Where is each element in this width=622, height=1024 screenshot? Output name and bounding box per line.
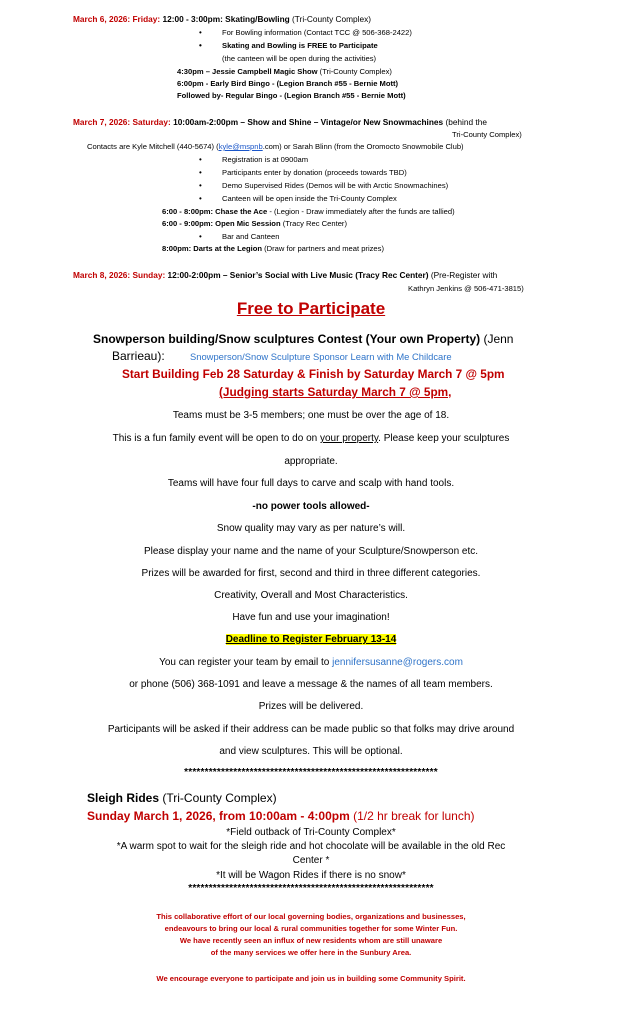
divider-stars-2: ************************************************************ — [188, 883, 434, 894]
march6-skating: 12:00 - 3:00pm: Skating/Bowling — [162, 14, 290, 24]
contest-fun-line — [0, 433, 622, 444]
sleigh-title: Sleigh Rides — [87, 791, 160, 805]
march6-regular-bingo: Followed by- Regular Bingo - (Legion Branch #55 - Bernie Mott) — [177, 91, 406, 100]
march6-skating-location: (Tri-County Complex) — [292, 14, 372, 24]
jenn-email-link[interactable]: jennifersusanne@rogers.com — [332, 657, 463, 668]
magic-show-title: 4:30pm – Jessie Campbell Magic Show — [177, 67, 318, 76]
contest-public: Participants will be asked if their address can be made public so that folks may drive around — [107, 724, 515, 735]
your-property-text: your property — [319, 433, 379, 444]
march7-show-shine: 10:00am-2:00pm – Show and Shine – Vintage/or New Snowmachines — [173, 117, 444, 127]
chase-ace-details: - (Legion - Draw immediately after the funds are tallied) — [267, 207, 455, 216]
footer-line-4: of the many services we offer here in the Sunbury Area. — [210, 948, 412, 957]
march7-date: March 7, 2026: Saturday: — [73, 117, 171, 127]
march7-bullet-bar: • Bar and Canteen — [222, 232, 279, 241]
march8-date: March 8, 2026: Sunday: — [73, 270, 166, 280]
contest-title-contact: (Jenn — [480, 332, 514, 346]
contest-email-line — [0, 657, 622, 668]
contest-deadline: Deadline to Register February 13-14 — [225, 634, 397, 645]
contest-appropriate: appropriate. — [284, 456, 338, 467]
march7-bullet-donation: • Participants enter by donation (proceeds towards TBD) — [222, 168, 407, 177]
march7-bullet-canteen: • Canteen will be open inside the Tri-County Complex — [222, 194, 397, 203]
march8-senior-social: 12:00-2:00pm – Senior’s Social with Live Music (Tracy Rec Center) — [167, 270, 429, 280]
march8-kathryn: Kathryn Jenkins @ 506-471-3815) — [408, 284, 524, 293]
contest-title: Snowperson building/Snow sculptures Contest (Your own Property) — [93, 332, 481, 346]
contest-have-fun: Have fun and use your imagination! — [232, 612, 390, 623]
march6-bullet-bowling-info: • For Bowling information (Contact TCC @ 506-368-2422) — [222, 28, 412, 37]
march6-date: March 6, 2026: Friday: — [73, 14, 161, 24]
contest-categories: Creativity, Overall and Most Characteristics. — [214, 590, 408, 601]
contest-phone: or phone (506) 368-1091 and leave a message & the names of all team members. — [129, 679, 493, 690]
march7-chase-ace — [162, 207, 455, 216]
sleigh-break: (1/2 hr break for lunch) — [349, 809, 475, 823]
march8-preregister: (Pre-Register with — [428, 270, 498, 280]
contest-delivered: Prizes will be delivered. — [258, 701, 364, 712]
contest-sponsor: Snowperson/Snow Sculpture Sponsor Learn with Me Childcare — [190, 351, 452, 362]
open-mic-title: 6:00 - 9:00pm: Open Mic Session — [162, 219, 281, 228]
march7-contacts — [87, 142, 464, 151]
march7-darts — [162, 244, 384, 253]
contest-judging: (Judging starts Saturday March 7 @ 5pm, — [219, 385, 452, 399]
march7-show-location-cont: Tri-County Complex) — [452, 130, 522, 139]
contest-view: and view sculptures. This will be optional. — [219, 746, 403, 757]
footer-line-5: We encourage everyone to participate and join us in building some Community Spirit. — [156, 974, 466, 983]
footer-line-3: We have recently seen an influx of new residents whom are still unaware — [179, 936, 443, 945]
march8-heading — [73, 270, 497, 280]
sleigh-when: Sunday March 1, 2026, from 10:00am - 4:00pm — [87, 809, 350, 823]
march7-bullet-demo: • Demo Supervised Rides (Demos will be with Arctic Snowmachines) — [222, 181, 448, 190]
contest-rule-team-size: Teams must be 3-5 members; one must be over the age of 18. — [172, 410, 450, 421]
contest-prizes: Prizes will be awarded for first, second and third in three different categories. — [141, 568, 481, 579]
fun-text-b: . Please keep your sculptures — [378, 433, 510, 444]
march6-heading — [73, 14, 371, 24]
contacts-text-a: Contacts are Kyle Mitchell (440-5674) ( — [87, 142, 219, 151]
footer-line-1: This collaborative effort of our local governing bodies, organizations and businesses, — [156, 912, 466, 921]
contest-title-line2: Barrieau): — [112, 349, 165, 363]
march7-show-location: (behind the — [445, 117, 487, 127]
fun-text-a: This is a fun family event will be open to do on — [112, 433, 320, 444]
march7-bullet-registration: • Registration is at 0900am — [222, 155, 308, 164]
free-heading: Free to Participate — [236, 299, 386, 318]
sleigh-title-line — [87, 791, 277, 805]
footer-line-2: endeavours to bring our local & rural communities together for some Winter Fun. — [164, 924, 458, 933]
chase-ace-title: 6:00 - 8:00pm: Chase the Ace — [162, 207, 268, 216]
march6-canteen-note: (the canteen will be open during the activities) — [222, 54, 377, 63]
march6-bullet-free: • Skating and Bowling is FREE to Participate — [222, 41, 378, 50]
contest-deadline-row — [0, 634, 622, 645]
march7-open-mic — [162, 219, 347, 228]
darts-title: 8:00pm: Darts at the Legion — [162, 244, 263, 253]
sleigh-note-field: *Field outback of Tri-County Complex* — [226, 827, 396, 838]
contest-display: Please display your name and the name of your Sculpture/Snowperson etc. — [143, 546, 479, 557]
sleigh-note-warm-spot: *A warm spot to wait for the sleigh ride and hot chocolate will be available in the old Rec — [116, 841, 506, 852]
email-text: You can register your team by email to — [159, 657, 333, 668]
contest-title-line — [93, 332, 513, 346]
contest-no-power: -no power tools allowed- — [252, 501, 370, 512]
march6-magic-show — [177, 67, 392, 76]
march6-early-bingo: 6:00pm - Early Bird Bingo - (Legion Branch #55 - Bernie Mott) — [177, 79, 399, 88]
contacts-text-b: .com) or Sarah Blinn (from the Oromocto Snowmobile Club) — [262, 142, 464, 151]
contest-start: Start Building Feb 28 Saturday & Finish by Saturday March 7 @ 5pm — [122, 367, 505, 381]
divider-stars: ************************************************************** — [184, 767, 438, 778]
contest-snow: Snow quality may vary as per nature’s will. — [216, 523, 406, 534]
kyle-email-link[interactable]: kyle@mspnb — [218, 142, 263, 151]
sleigh-location: (Tri-County Complex) — [159, 791, 277, 805]
march7-heading — [73, 117, 487, 127]
sleigh-when-line — [87, 809, 475, 823]
sleigh-note-wagon: *It will be Wagon Rides if there is no snow* — [216, 870, 406, 881]
contest-days: Teams will have four full days to carve and scalp with hand tools. — [167, 478, 455, 489]
open-mic-location: (Tracy Rec Center) — [280, 219, 347, 228]
magic-show-location: (Tri-County Complex) — [319, 67, 392, 76]
darts-details: (Draw for partners and meat prizes) — [262, 244, 384, 253]
sleigh-note-warm-spot-cont: Center * — [292, 855, 330, 866]
